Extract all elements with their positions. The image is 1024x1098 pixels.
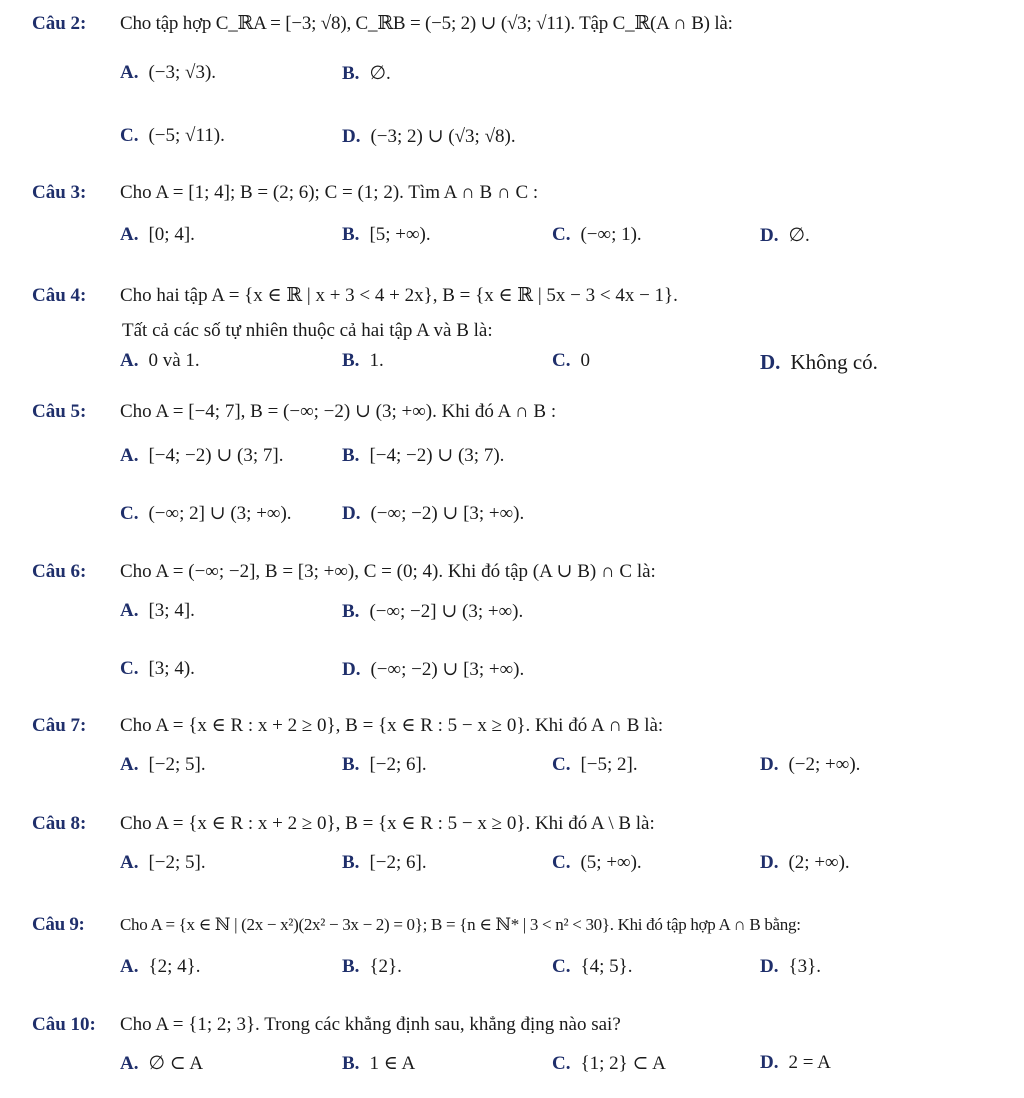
option-value: (−∞; −2) ∪ [3; +∞). — [370, 503, 525, 524]
option-label: D. — [760, 1052, 779, 1073]
option-label: A. — [120, 754, 139, 775]
question-text: Cho hai tập A = {x ∈ ℝ | x + 3 < 4 + 2x}, B = {x ∈ ℝ | 5x − 3 < 4x − 1}. — [120, 285, 678, 306]
option-value: {3}. — [788, 956, 821, 977]
option-value: (−5; √11). — [148, 125, 225, 146]
option-value: (−3; √3). — [148, 62, 217, 83]
option-value: (−∞; −2) ∪ [3; +∞). — [370, 659, 525, 680]
option-value: 1. — [369, 350, 384, 371]
option-c[interactable] — [552, 224, 642, 246]
option-label: C. — [120, 125, 139, 146]
option-a[interactable] — [120, 600, 195, 622]
option-label: B. — [342, 1053, 360, 1074]
option-a[interactable] — [120, 852, 206, 874]
option-value: (−∞; −2] ∪ (3; +∞). — [369, 601, 524, 622]
option-c[interactable] — [552, 1052, 666, 1075]
option-c[interactable] — [552, 956, 633, 978]
question-number: Câu 2: — [32, 13, 87, 34]
question-text: Cho A = {x ∈ ℕ | (2x − x²)(2x² − 3x − 2) = 0}; B = {n ∈ ℕ* | 3 < n² < 30}. Khi đó tập hợp A ∩ B bằng: — [120, 915, 801, 934]
option-label: B. — [342, 445, 360, 466]
option-value: (2; +∞). — [788, 852, 850, 873]
option-b[interactable] — [342, 444, 504, 467]
option-d[interactable] — [342, 125, 516, 148]
option-label: B. — [342, 224, 360, 245]
question-number: Câu 10: — [32, 1014, 96, 1035]
option-value: [−2; 6]. — [369, 852, 427, 873]
option-value: [−2; 5]. — [148, 754, 206, 775]
option-label: B. — [342, 956, 360, 977]
question-number: Câu 3: — [32, 182, 87, 203]
option-value: (−∞; 2] ∪ (3; +∞). — [148, 503, 292, 524]
question-text: Cho A = {x ∈ R : x + 2 ≥ 0}, B = {x ∈ R : 5 − x ≥ 0}. Khi đó A ∩ B là: — [120, 715, 664, 736]
option-value: Không có. — [790, 350, 878, 374]
option-label: A. — [120, 956, 139, 977]
option-value: {2}. — [369, 956, 402, 977]
question-text: Cho A = (−∞; −2], B = [3; +∞), C = (0; 4). Khi đó tập (A ∪ B) ∩ C là: — [120, 561, 656, 582]
option-value: [3; 4). — [148, 658, 195, 679]
option-value: [−2; 6]. — [369, 754, 427, 775]
option-label: D. — [760, 350, 781, 374]
option-value: [3; 4]. — [148, 600, 195, 621]
option-c[interactable] — [552, 754, 638, 776]
option-d[interactable] — [760, 224, 810, 247]
option-label: C. — [552, 350, 571, 371]
option-label: C. — [552, 1053, 571, 1074]
option-value: (5; +∞). — [580, 852, 642, 873]
option-b[interactable] — [342, 350, 384, 372]
option-label: B. — [342, 852, 360, 873]
question-number: Câu 4: — [32, 285, 87, 306]
option-value: [−5; 2]. — [580, 754, 638, 775]
option-label: A. — [120, 445, 139, 466]
question-text: Cho A = [−4; 7], B = (−∞; −2) ∪ (3; +∞). Khi đó A ∩ B : — [120, 401, 557, 422]
option-label: D. — [760, 225, 779, 246]
option-c[interactable] — [120, 502, 292, 525]
option-value: ∅ ⊂ A — [148, 1053, 204, 1074]
option-a[interactable] — [120, 444, 283, 467]
option-label: D. — [760, 852, 779, 873]
option-d[interactable] — [760, 852, 850, 874]
option-b[interactable] — [342, 956, 402, 978]
option-value: {2; 4}. — [148, 956, 201, 977]
option-b[interactable] — [342, 1052, 415, 1075]
option-b[interactable] — [342, 62, 391, 85]
question-number: Câu 6: — [32, 561, 87, 582]
option-label: D. — [760, 956, 779, 977]
option-value: 1 ∈ A — [369, 1053, 416, 1074]
option-label: A. — [120, 600, 139, 621]
option-d[interactable] — [760, 1052, 831, 1074]
option-label: A. — [120, 852, 139, 873]
option-a[interactable] — [120, 1052, 203, 1075]
option-value: {1; 2} ⊂ A — [580, 1053, 666, 1074]
option-c[interactable] — [552, 350, 590, 372]
option-b[interactable] — [342, 224, 431, 246]
option-value: [−2; 5]. — [148, 852, 206, 873]
option-label: B. — [342, 63, 360, 84]
option-label: D. — [342, 659, 361, 680]
option-value: 2 = A — [788, 1052, 831, 1073]
question-text: Cho A = {1; 2; 3}. Trong các khẳng định sau, khẳng địng nào sai? — [120, 1014, 621, 1035]
question-number: Câu 8: — [32, 813, 87, 834]
option-value: (−3; 2) ∪ (√3; √8). — [370, 126, 516, 147]
option-a[interactable] — [120, 224, 195, 246]
option-value: {4; 5}. — [580, 956, 633, 977]
option-label: C. — [552, 224, 571, 245]
option-label: B. — [342, 350, 360, 371]
option-label: A. — [120, 62, 139, 83]
option-label: C. — [120, 658, 139, 679]
option-d[interactable] — [342, 658, 524, 681]
question-text: Cho A = [1; 4]; B = (2; 6); C = (1; 2). Tìm A ∩ B ∩ C : — [120, 182, 539, 203]
option-value: [0; 4]. — [148, 224, 195, 245]
option-value: ∅. — [788, 225, 810, 246]
question-number: Câu 5: — [32, 401, 87, 422]
option-value: (−2; +∞). — [788, 754, 861, 775]
option-value: 0 — [580, 350, 590, 371]
option-label: C. — [552, 956, 571, 977]
option-label: B. — [342, 754, 360, 775]
option-d[interactable] — [760, 754, 860, 776]
option-c[interactable] — [120, 125, 225, 147]
option-label: A. — [120, 1053, 139, 1074]
option-label: A. — [120, 224, 139, 245]
option-a[interactable] — [120, 350, 200, 372]
question-text: Cho tập hợp C_ℝA = [−3; √8), C_ℝB = (−5; 2) ∪ (√3; √11). Tập C_ℝ(A ∩ B) là: — [120, 13, 733, 34]
option-c[interactable] — [120, 658, 195, 680]
option-a[interactable] — [120, 956, 201, 978]
option-label: D. — [342, 503, 361, 524]
option-label: D. — [760, 754, 779, 775]
option-label: C. — [120, 503, 139, 524]
option-value: [−4; −2) ∪ (3; 7]. — [148, 445, 284, 466]
option-c[interactable] — [552, 852, 642, 874]
option-label: B. — [342, 601, 360, 622]
option-d[interactable] — [760, 956, 821, 978]
option-b[interactable] — [342, 600, 523, 623]
question-number: Câu 7: — [32, 715, 87, 736]
option-a[interactable] — [120, 62, 216, 84]
question-text-line2: Tất cả các số tự nhiên thuộc cả hai tập A và B là: — [122, 320, 493, 341]
option-b[interactable] — [342, 754, 427, 776]
option-d[interactable] — [760, 350, 878, 375]
option-a[interactable] — [120, 754, 206, 776]
question-number: Câu 9: — [32, 914, 85, 935]
option-value: [−4; −2) ∪ (3; 7). — [369, 445, 505, 466]
option-label: C. — [552, 754, 571, 775]
question-text: Cho A = {x ∈ R : x + 2 ≥ 0}, B = {x ∈ R : 5 − x ≥ 0}. Khi đó A \ B là: — [120, 813, 655, 834]
option-d[interactable] — [342, 502, 524, 525]
option-value: 0 và 1. — [148, 350, 200, 371]
option-value: [5; +∞). — [369, 224, 431, 245]
option-b[interactable] — [342, 852, 427, 874]
option-value: ∅. — [369, 63, 391, 84]
option-label: D. — [342, 126, 361, 147]
option-label: A. — [120, 350, 139, 371]
option-label: C. — [552, 852, 571, 873]
option-value: (−∞; 1). — [580, 224, 642, 245]
